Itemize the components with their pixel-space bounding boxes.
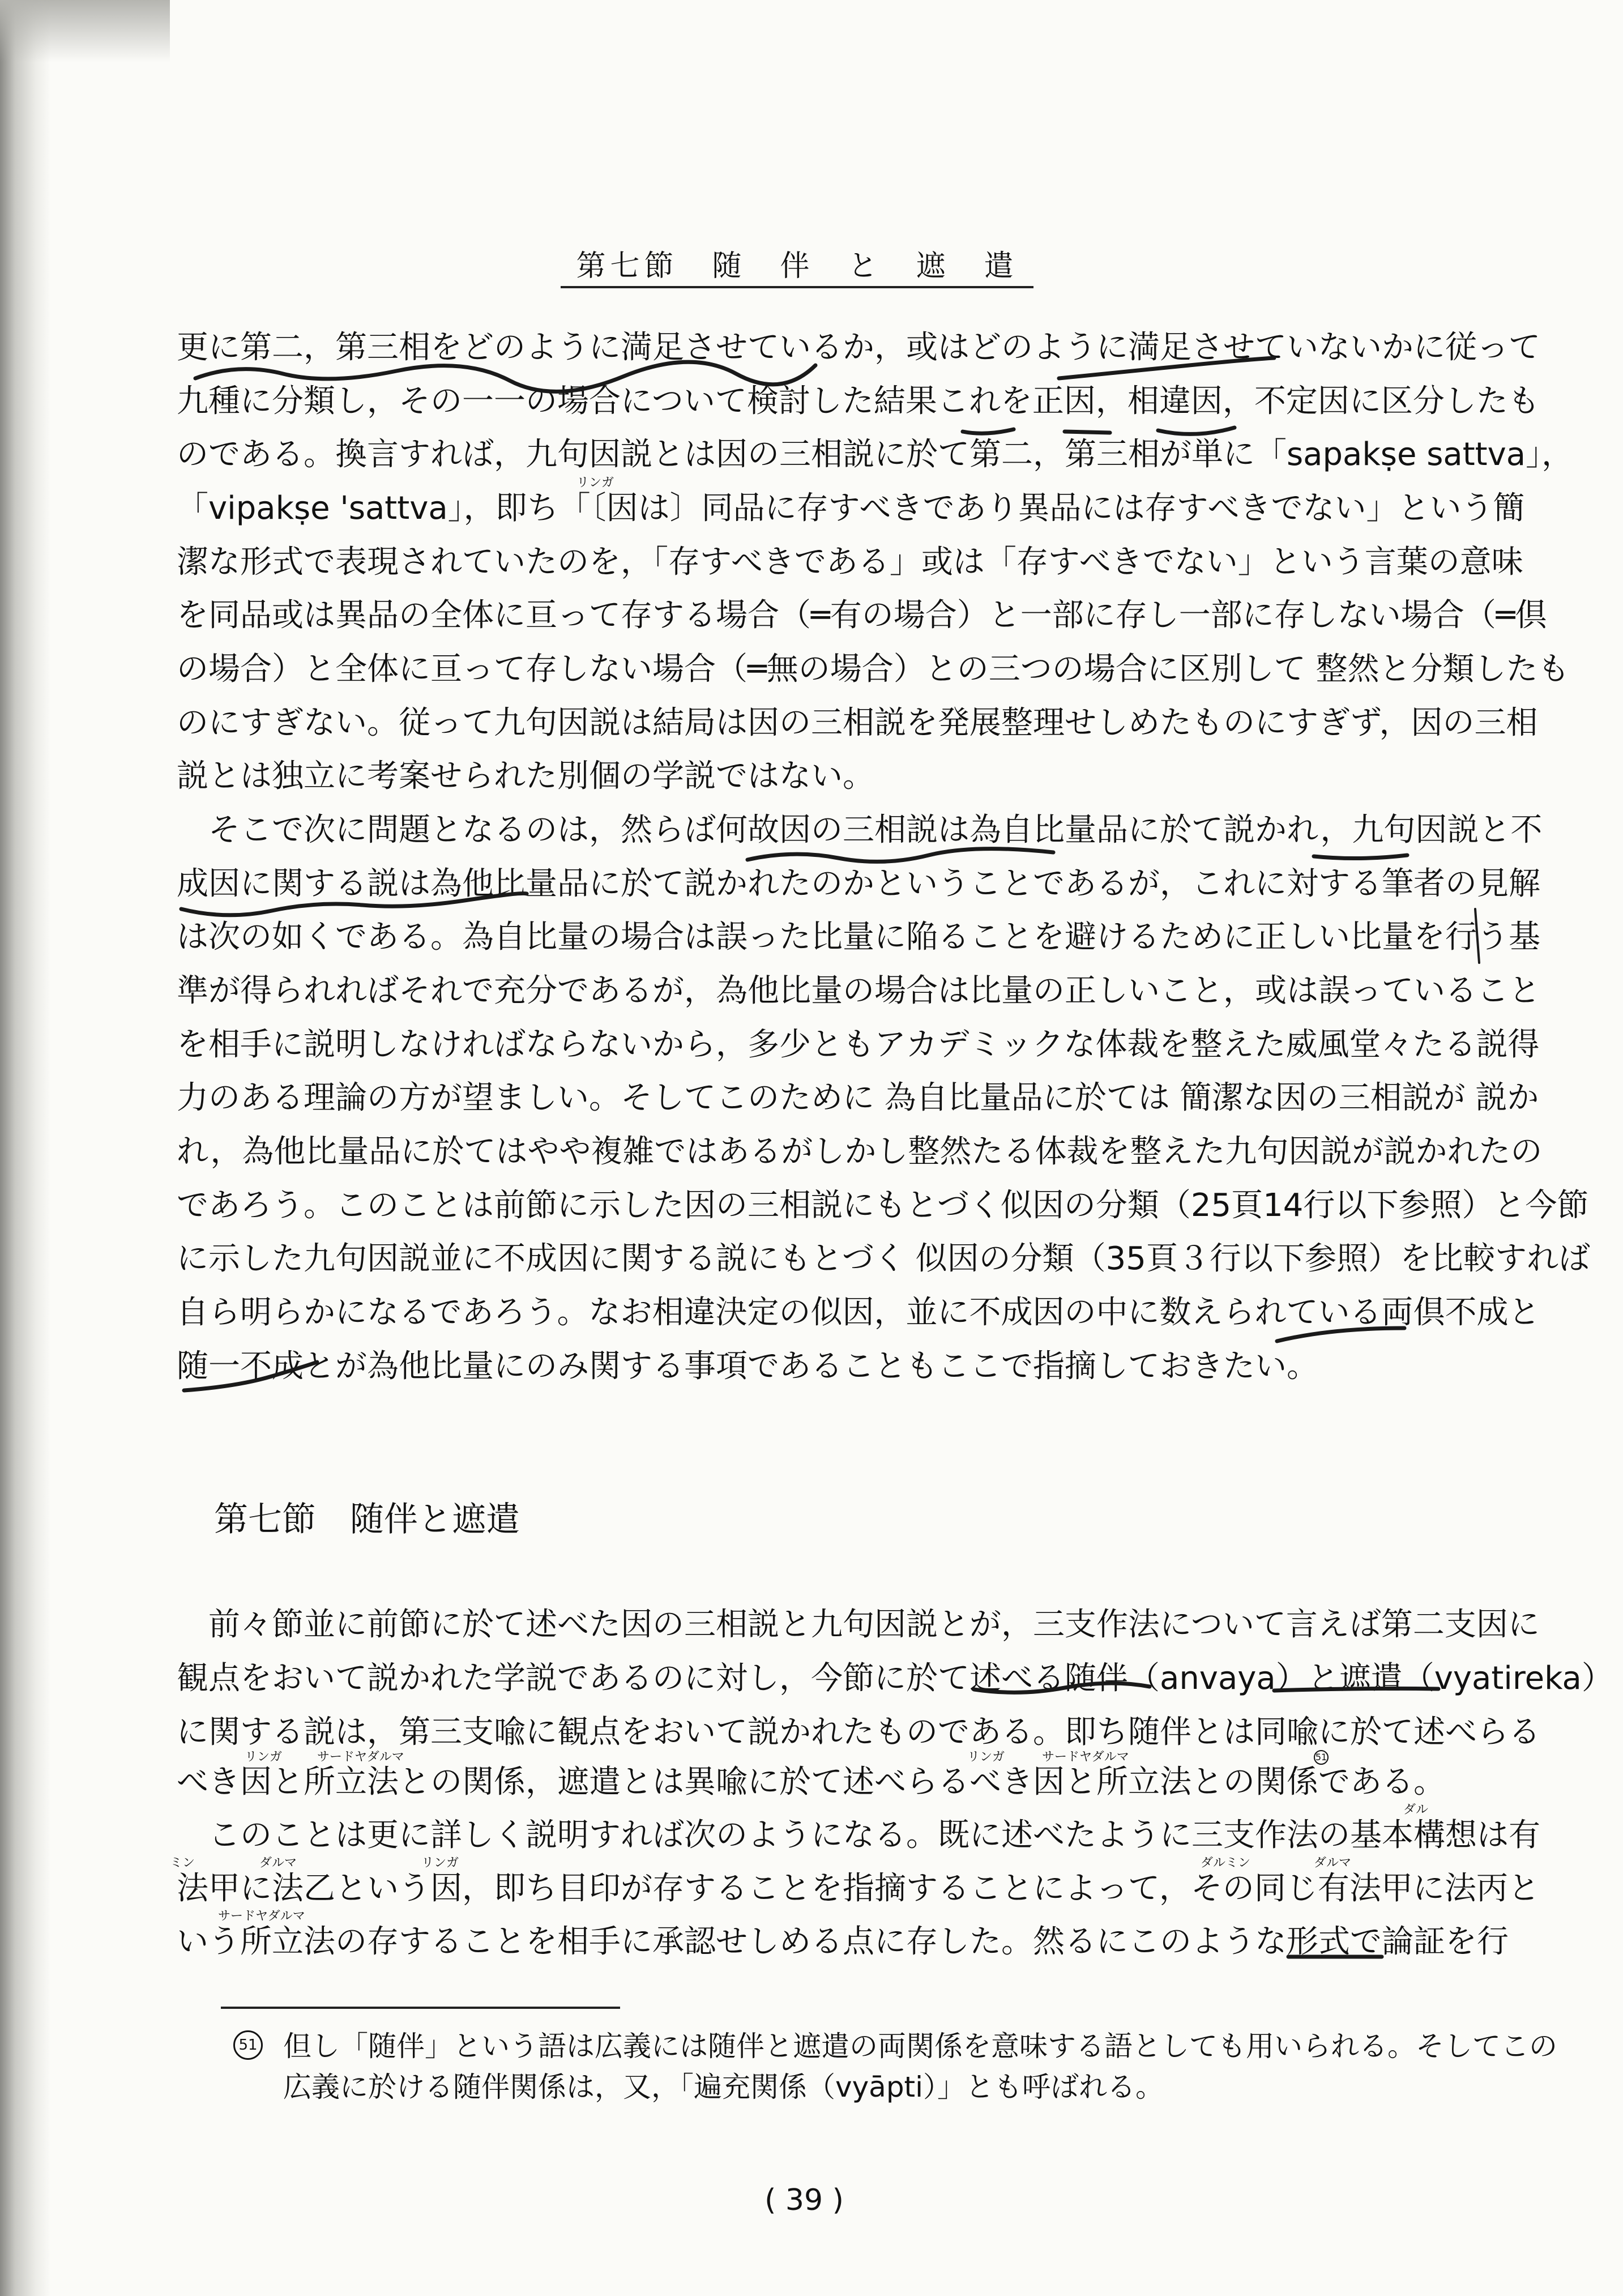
ruby: リンガ [576,476,614,490]
running-title-rule [561,286,1033,288]
text-line: このことは更に詳しく説明すれば次のようになる。既に述べたように三支作法の基本構想は有 [177,1817,1540,1854]
ruby: リンガ [967,1750,1005,1764]
footnote-line: 但し「随伴」という語は広義には随伴と遮遣の両関係を意味する語としても用いられる。そしてこの [283,2030,1557,2063]
ruby: リンガ [421,1856,459,1870]
footnote-rule [221,2007,620,2009]
ruby: ダルミン [1201,1856,1251,1870]
text-line: のにすぎない。従って九句因説は結局は因の三相説を発展整理せしめたものにすぎず，因の三相 [177,705,1538,741]
text-line: に関する説は，第三支喩に観点をおいて説かれたものである。即ち随伴とは同喩に於て述べらる [177,1714,1540,1751]
section-heading: 第七節 随伴と遮遣 [214,1500,520,1539]
ruby: サードヤダルマ [218,1909,305,1923]
text-line: 説とは独立に考案せられた別個の学説ではない。 [177,758,874,795]
text-line: 潔な形式で表現されていたのを，「存すべきである」或は「存すべきでない」という言葉の意味 [177,544,1523,581]
text-line: 九種に分類し，その一一の場合について検討した結果これを正因，相違因，不定因に区分したも [177,383,1540,420]
text-line: 成因に関する説は為他比量品に於て説かれたのかということであるが，これに対する筆者の見解 [177,865,1540,902]
footnote-marker: 51 [233,2030,263,2060]
text-line: であろう。このことは前節に示した因の三相説にもとづく似因の分類（25頁14行以下参照）と今節 [177,1187,1589,1224]
text-line: 前々節並に前節に於て述べた因の三相説と九句因説とが，三支作法について言えば第二支因に [177,1606,1540,1643]
ruby: ダル [1403,1803,1429,1817]
text-line: 随一不成とが為他比量にのみ関する事項であることもここで指摘しておきたい。 [177,1348,1318,1385]
note-reference-51[interactable]: 51 [1314,1750,1329,1765]
footnote-line: 広義に於ける随伴関係は，又，「遍充関係（vyāpti）」とも呼ばれる。 [283,2071,1164,2103]
text-line: は次の如くである。為自比量の場合は誤った比量に陥ることを避けるために正しい比量を行う基 [177,919,1540,955]
underline-mark [1158,428,1235,434]
scan-shadow-top [0,0,170,62]
underline-mark [963,429,1014,433]
text-line: そこで次に問題となるのは，然らば何故因の三相説は為自比量品に於て説かれ，九句因説と不 [177,812,1543,848]
ruby: ダルマ [259,1856,297,1870]
text-line: を相手に説明しなければならないから，多少ともアカデミックな体裁を整えた威風堂々たる説得 [177,1026,1540,1063]
scan-shadow-edge [0,0,51,2296]
text-line: 法甲に法乙という因，即ち目印が存することを指摘することによって，その同じ有法甲に法丙と [177,1870,1540,1907]
ruby: サードヤダルマ [1042,1750,1129,1764]
ruby: サードヤダルマ [317,1750,404,1764]
underline-mark [1314,855,1407,859]
running-title: 第七節 随 伴 と 遮 遣 [576,249,1018,283]
underline-mark [1065,432,1110,433]
text-line: 観点をおいて説かれた学説であるのに対し，今節に於て述べる随伴（anvaya）と遮遣（vyatireka） [177,1660,1613,1697]
text-line: 更に第二，第三相をどのように満足させているか，或はどのように満足させていないかに従って [177,329,1540,366]
text-line: 自ら明らかになるであろう。なお相違決定の似因，並に不成因の中に数えられている両倶不成と [177,1294,1540,1331]
text-line: を同品或は異品の全体に亘って存する場合（═有の場合）と一部に存し一部に存しない場合（═倶 [177,597,1547,634]
text-line: べき因と所立法との関係，遮遣とは異喩に於て述べらるべき因と所立法との関係である。 [177,1764,1445,1800]
underline-mark [748,849,1053,862]
ruby: ダルマ [1314,1856,1352,1870]
text-line: の場合）と全体に亘って存しない場合（═無の場合）との三つの場合に区別して 整然と分類したも [177,651,1570,688]
text-line: に示した九句因説並に不成因に関する説にもとづく 似因の分類（35頁３行以下参照）を比較すれば [177,1240,1590,1277]
text-line: 「vipakṣe 'sattva」，即ち「〔因は〕同品に存すべきであり異品には存すべきでない」という簡 [177,490,1525,527]
text-line: 準が得られればそれで充分であるが，為他比量の場合は比量の正しいこと，或は誤っていること [177,972,1540,1009]
text-line: れ，為他比量品に於てはやや複雑ではあるがしかし整然たる体裁を整えた九句因説が説かれたの [177,1133,1543,1170]
ruby: リンガ [245,1750,283,1764]
text-line: 力のある理論の方が望ましい。そしてこのために 為自比量品に於ては 簡潔な因の三相説が 説か [177,1079,1539,1116]
page-number: ( 39 ) [764,2183,844,2217]
text-line: のである。換言すれば，九句因説とは因の三相説に於て第二，第三相が単に「sapakṣe sattva」， [177,436,1574,473]
ruby: ミン [170,1856,195,1870]
text-line: いう所立法の存することを相手に承認せしめる点に存した。然るにこのような形式で論証を行 [177,1923,1509,1960]
